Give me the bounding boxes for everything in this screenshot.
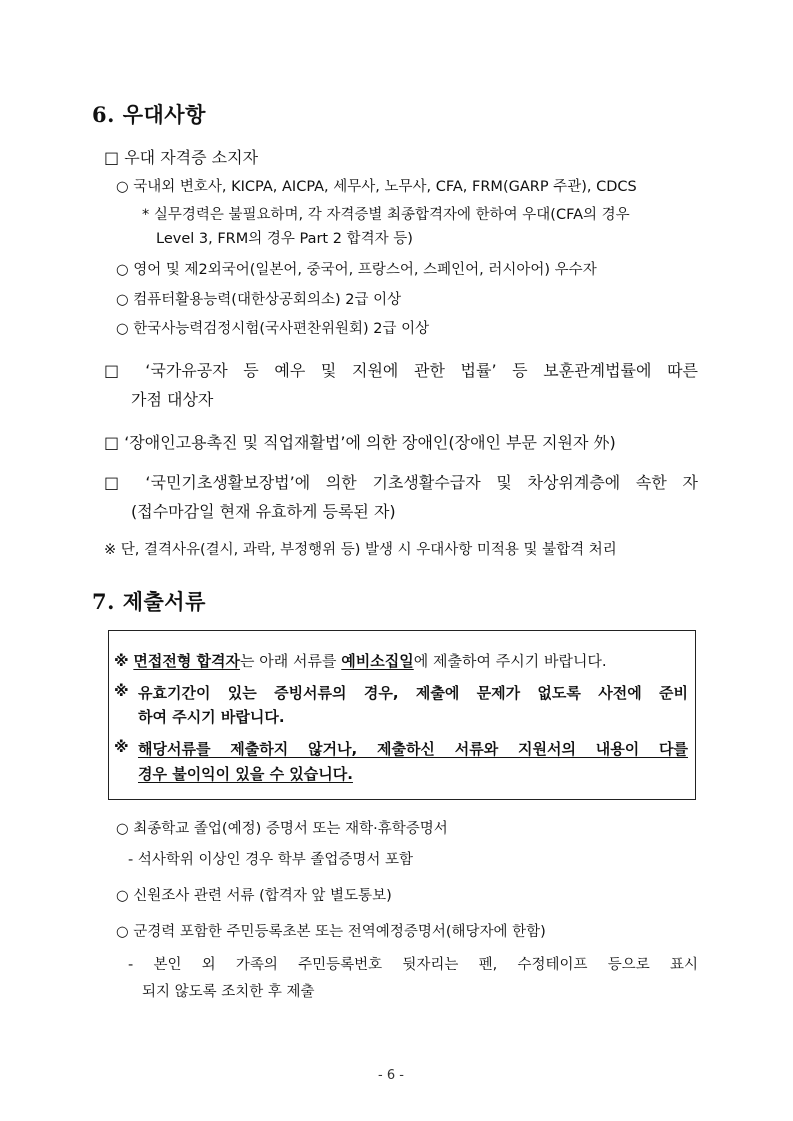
page-number: - 6 - bbox=[378, 1068, 404, 1083]
reference-mark: ※ bbox=[114, 738, 129, 756]
qualification-item-language: ○ 영어 및 제2외국어(일본어, 중국어, 프랑스어, 스페인어, 러시아어) 우수자 bbox=[116, 262, 597, 278]
preliminary-day-text: 예비소집일 bbox=[341, 652, 414, 670]
veterans-line2: 가점 대상자 bbox=[131, 390, 214, 409]
notice-line-2a: 유효기간이 있는 증빙서류의 경우, 제출에 문제가 없도록 사전에 준비 bbox=[138, 684, 688, 702]
interview-passers-text: 면접전형 합격자 bbox=[133, 652, 241, 670]
reference-mark: ※ bbox=[114, 652, 129, 670]
disqualification-footnote: ※ 단, 결격사유(결시, 과락, 부정행위 등) 발생 시 우대사항 미적용 및 불합격 처리 bbox=[104, 542, 617, 558]
notice-text: 는 아래 서류를 bbox=[240, 652, 342, 670]
notice-text: 에 제출하여 주시기 바랍니다. bbox=[413, 652, 607, 670]
section-6-title: 6. 우대사항 bbox=[92, 102, 206, 127]
qualification-item-history: ○ 한국사능력검정시험(국사편찬위원회) 2급 이상 bbox=[116, 321, 430, 337]
notice-line-2b: 하여 주시기 바랍니다. bbox=[138, 708, 285, 726]
notice-line-3b: 경우 불이익이 있을 수 있습니다. bbox=[138, 765, 353, 783]
qualification-note-line2: Level 3, FRM의 경우 Part 2 합격자 등) bbox=[156, 231, 413, 247]
notice-line-3a: 해당서류를 제출하지 않거나, 제출하신 서류와 지원서의 내용이 다를 bbox=[138, 740, 688, 758]
disability-line: □ ‘장애인고용촉진 및 직업재활법’에 의한 장애인(장애인 부문 지원자 外) bbox=[104, 433, 616, 452]
section-7-title: 7. 제출서류 bbox=[92, 589, 206, 614]
notice-line-1 bbox=[114, 650, 607, 671]
basic-livelihood-line2: (접수마감일 현재 유효하게 등록된 자) bbox=[131, 502, 396, 521]
qualification-item-computer: ○ 컴퓨터활용능력(대한상공회의소) 2급 이상 bbox=[116, 292, 402, 308]
document-item-graduation: ○ 최종학교 졸업(예정) 증명서 또는 재학·휴학증명서 bbox=[116, 821, 448, 837]
basic-livelihood-line1: □ ‘국민기초생활보장법’에 의한 기초생활수급자 및 차상위계층에 속한 자 bbox=[104, 473, 698, 492]
document-subitem-masking-line1: - 본인 외 가족의 주민등록번호 뒷자리는 펜, 수정테이프 등으로 표시 bbox=[128, 957, 698, 973]
document-subitem-masking-line2: 되지 않도록 조치한 후 제출 bbox=[142, 984, 315, 1000]
reference-mark: ※ bbox=[114, 682, 129, 700]
qualification-item-certs: ○ 국내외 변호사, KICPA, AICPA, 세무사, 노무사, CFA, FRM(GARP 주관), CDCS bbox=[116, 179, 637, 195]
veterans-line1: □ ‘국가유공자 등 예우 및 지원에 관한 법률’ 등 보훈관계법률에 따른 bbox=[104, 361, 698, 380]
document-item-background-check: ○ 신원조사 관련 서류 (합격자 앞 별도통보) bbox=[116, 888, 392, 904]
qualification-note-line1: * 실무경력은 불필요하며, 각 자격증별 최종합격자에 한하여 우대(CFA의 경우 bbox=[142, 207, 630, 223]
qualification-header: □ 우대 자격증 소지자 bbox=[104, 148, 259, 167]
document-item-resident-registration: ○ 군경력 포함한 주민등록초본 또는 전역예정증명서(해당자에 한함) bbox=[116, 924, 546, 940]
document-subitem-bachelor: - 석사학위 이상인 경우 학부 졸업증명서 포함 bbox=[128, 852, 414, 868]
